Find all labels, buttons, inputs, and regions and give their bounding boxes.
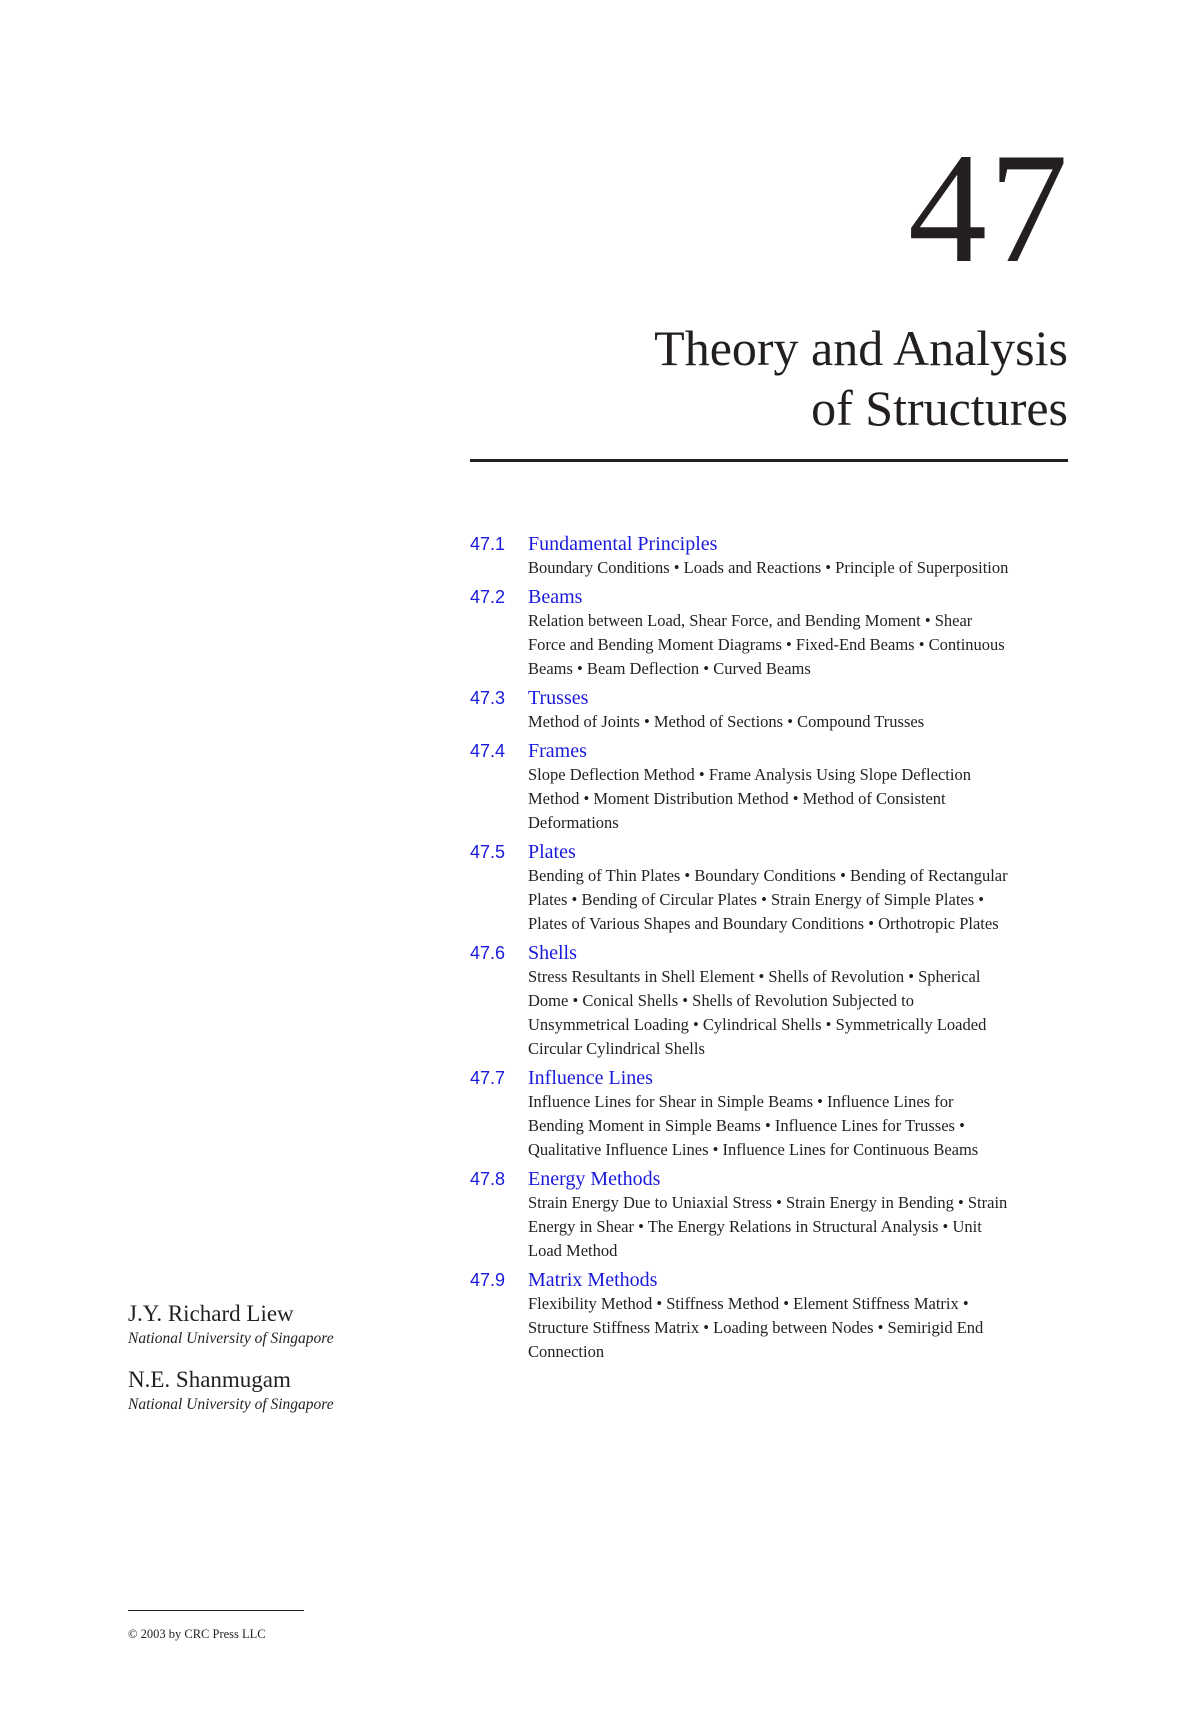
chapter-title-line-1: Theory and Analysis [654, 320, 1068, 376]
toc-link-shells[interactable]: Shells [528, 942, 577, 964]
toc-link-frames[interactable]: Frames [528, 740, 587, 762]
toc-number: 47.6 [470, 943, 506, 963]
toc-description: Relation between Load, Shear Force, and Bending Moment • Shear Force and Bending Moment Diagrams • Fixed-End Beams • Continuous Beams • Beam Deflection • Curved Beams [528, 611, 1005, 678]
toc-description: Flexibility Method • Stiffness Method • Element Stiffness Matrix • Structure Stiffness Matrix • Loading between Nodes • Semirigid End Connection [528, 1294, 984, 1361]
toc-entry-47-6 [470, 941, 1010, 1061]
toc-number: 47.2 [470, 587, 506, 607]
author-affiliation: National University of Singapore [128, 1330, 334, 1347]
toc-entry-47-2 [470, 585, 1010, 681]
toc-description: Strain Energy Due to Uniaxial Stress • Strain Energy in Bending • Strain Energy in Shear • The Energy Relations in Structural Analysis • Unit Load Method [528, 1193, 1008, 1260]
toc-description: Boundary Conditions • Loads and Reactions • Principle of Superposition [528, 558, 1009, 577]
chapter-title [654, 318, 1068, 438]
authors-block [128, 1300, 428, 1432]
toc-entry-47-3 [470, 686, 1010, 734]
author-affiliation: National University of Singapore [128, 1396, 334, 1413]
toc-description: Influence Lines for Shear in Simple Beams • Influence Lines for Bending Moment in Simple Beams • Influence Lines for Trusses • Qualitative Influence Lines • Influence Lines for Continuous Beams [528, 1092, 979, 1159]
toc-link-matrix-methods[interactable]: Matrix Methods [528, 1269, 658, 1291]
toc-description: Stress Resultants in Shell Element • Shells of Revolution • Spherical Dome • Conical Shells • Shells of Revolution Subjected to Unsymmetrical Loading • Cylindrical Shells • Symmetrically Loaded Circular Cylindrical Shells [528, 967, 987, 1058]
toc-description: Bending of Thin Plates • Boundary Conditions • Bending of Rectangular Plates • Bending of Circular Plates • Strain Energy of Simple Plates • Plates of Various Shapes and Boundary Conditions • Orthotropic Plates [528, 866, 1008, 933]
author-name: J.Y. Richard Liew [128, 1301, 294, 1326]
table-of-contents [470, 532, 1010, 1369]
toc-description: Method of Joints • Method of Sections • Compound Trusses [528, 712, 925, 731]
title-rule [470, 459, 1068, 462]
toc-entry-47-5 [470, 840, 1010, 936]
toc-entry-47-7 [470, 1066, 1010, 1162]
toc-entry-47-8 [470, 1167, 1010, 1263]
chapter-number: 47 [908, 121, 1070, 296]
toc-number: 47.1 [470, 534, 506, 554]
toc-link-plates[interactable]: Plates [528, 841, 576, 863]
toc-link-fundamental-principles[interactable]: Fundamental Principles [528, 533, 718, 555]
toc-description: Slope Deflection Method • Frame Analysis Using Slope Deflection Method • Moment Distribution Method • Method of Consistent Deformations [528, 765, 971, 832]
copyright-notice: © 2003 by CRC Press LLC [128, 1627, 266, 1641]
chapter-title-line-2: of Structures [811, 380, 1068, 436]
toc-entry-47-9 [470, 1268, 1010, 1364]
toc-link-beams[interactable]: Beams [528, 586, 583, 608]
author-name: N.E. Shanmugam [128, 1367, 291, 1392]
footer-rule [128, 1610, 304, 1611]
toc-number: 47.5 [470, 842, 506, 862]
toc-entry-47-4 [470, 739, 1010, 835]
toc-link-energy-methods[interactable]: Energy Methods [528, 1168, 661, 1190]
toc-entry-47-1 [470, 532, 1010, 580]
toc-number: 47.8 [470, 1169, 506, 1189]
toc-link-trusses[interactable]: Trusses [528, 687, 589, 709]
toc-number: 47.9 [470, 1270, 506, 1290]
toc-number: 47.3 [470, 688, 506, 708]
toc-link-influence-lines[interactable]: Influence Lines [528, 1067, 653, 1089]
toc-number: 47.7 [470, 1068, 506, 1088]
toc-number: 47.4 [470, 741, 506, 761]
